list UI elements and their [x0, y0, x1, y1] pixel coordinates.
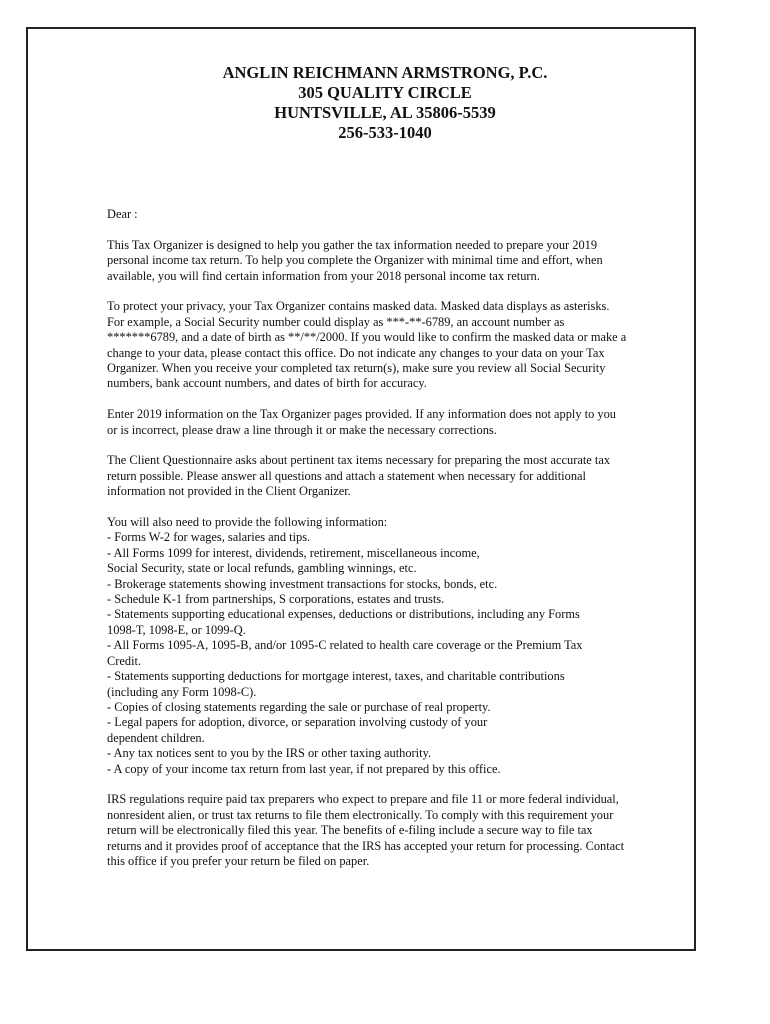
list-item: - All Forms 1095-A, 1095-B, and/or 1095-C related to health care coverage or the Premium Tax — [107, 638, 583, 653]
list-item: - Statements supporting educational expenses, deductions or distributions, including any Forms — [107, 607, 580, 622]
list-item: Credit. — [107, 653, 142, 668]
list-item: - Brokerage statements showing investment transactions for stocks, bonds, etc. — [107, 576, 498, 591]
letter-body — [107, 207, 627, 885]
list-item: dependent children. — [107, 730, 205, 745]
list-item: Social Security, state or local refunds, gambling winnings, etc. — [107, 561, 417, 576]
list-item: - A copy of your income tax return from last year, if not prepared by this office. — [107, 761, 501, 776]
paragraph-enter-info: Enter 2019 information on the Tax Organizer pages provided. If any information does not apply to you or is incorrect, please draw a line through it or make the necessary corrections. — [107, 407, 616, 437]
firm-street: 305 QUALITY CIRCLE — [298, 83, 472, 102]
letterhead — [0, 63, 770, 143]
list-intro: You will also need to provide the following information: — [107, 515, 388, 530]
paragraph-intro: This Tax Organizer is designed to help you gather the tax information needed to prepare your 2019 personal income tax return. To help you complete the Organizer with minimal time and effort, when available, you will find certain information from your 2018 personal income tax return. — [107, 237, 603, 283]
list-item: - Schedule K-1 from partnerships, S corporations, estates and trusts. — [107, 592, 445, 607]
firm-name: ANGLIN REICHMANN ARMSTRONG, P.C. — [222, 63, 548, 82]
firm-phone: 256-533-1040 — [338, 123, 432, 142]
paragraph-privacy: To protect your privacy, your Tax Organizer contains masked data. Masked data displays as asterisks. For example, a Social Security number could display as ***-**-6789, an account number as *******6789, and a date of birth as **/**/2000. If you would like to confirm the masked data or make a change to your data, please contact this office. Do not indicate any changes to your data on your Tax Organizer. When you receive your completed tax return(s), make sure you review all Social Security numbers, bank account numbers, and dates of birth for accuracy. — [107, 299, 627, 391]
paragraph-questionnaire: The Client Questionnaire asks about pertinent tax items necessary for preparing the most accurate tax return possible. Please answer all questions and attach a statement when necessary for additional information not provided in the Client Organizer. — [107, 453, 611, 499]
firm-city-state-zip: HUNTSVILLE, AL 35806-5539 — [274, 103, 496, 122]
list-item: - Forms W-2 for wages, salaries and tips. — [107, 530, 311, 545]
salutation: Dear : — [107, 207, 138, 221]
list-item: - Legal papers for adoption, divorce, or separation involving custody of your — [107, 715, 488, 730]
list-item: - Statements supporting deductions for mortgage interest, taxes, and charitable contributions — [107, 669, 565, 684]
list-item: 1098-T, 1098-E, or 1099-Q. — [107, 622, 246, 637]
document-list — [107, 515, 627, 777]
list-item: - Copies of closing statements regarding the sale or purchase of real property. — [107, 699, 491, 714]
list-item: (including any Form 1098-C). — [107, 684, 257, 699]
list-item: - All Forms 1099 for interest, dividends, retirement, miscellaneous income, — [107, 545, 480, 560]
paragraph-efile: IRS regulations require paid tax preparers who expect to prepare and file 11 or more federal individual, nonresident alien, or trust tax returns to file them electronically. To comply with this requirement your return will be electronically filed this year. The benefits of e-filing include a secure way to file tax returns and it provides proof of acceptance that the IRS has accepted your return for processing. Contact this office if you prefer your return be filed on paper. — [107, 792, 625, 868]
list-item: - Any tax notices sent to you by the IRS or other taxing authority. — [107, 746, 432, 761]
